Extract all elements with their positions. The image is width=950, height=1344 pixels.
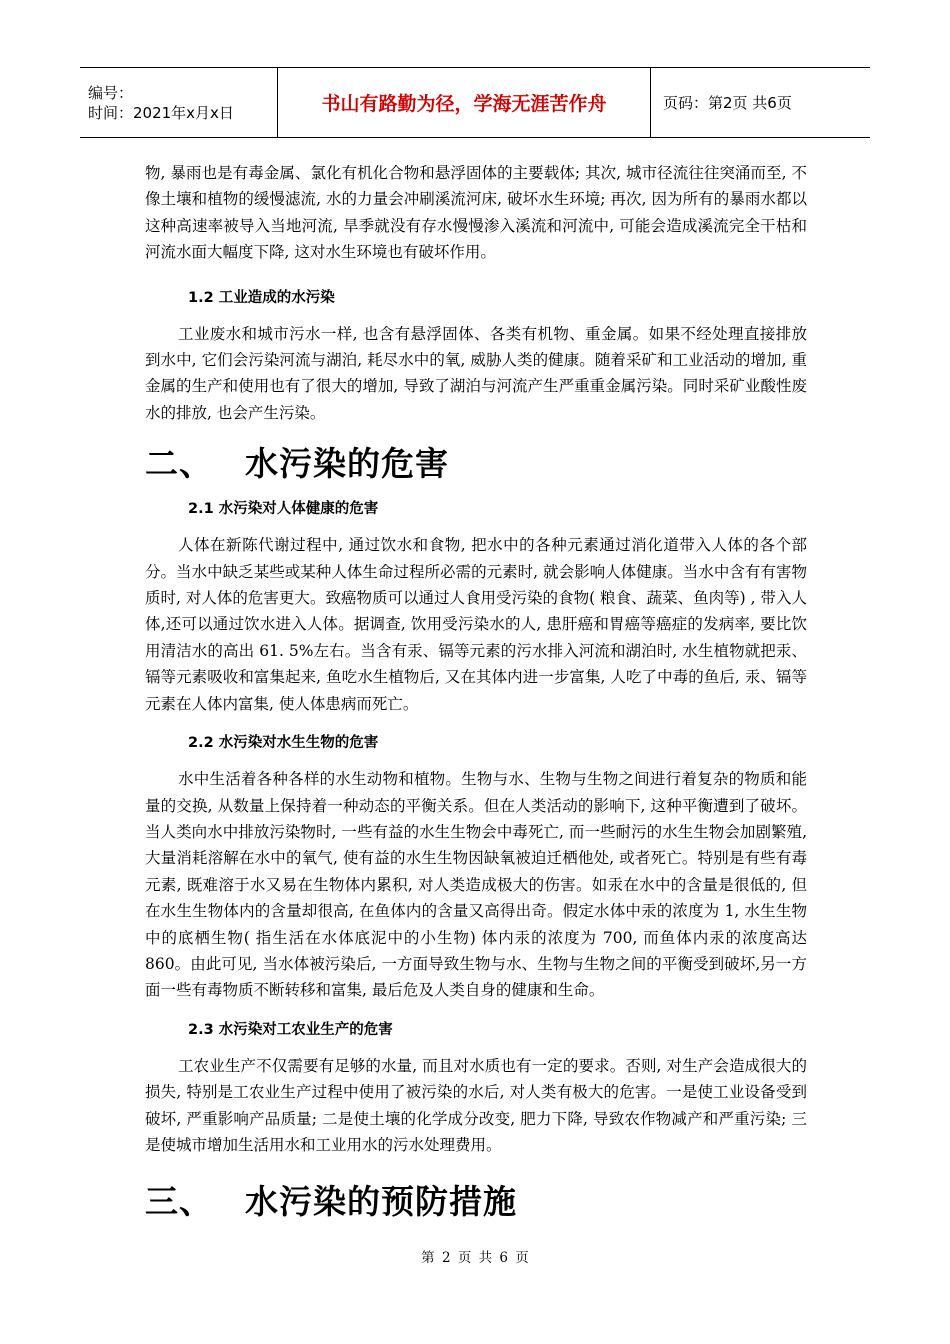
paragraph-1-2: 工业废水和城市污水一样, 也含有悬浮固体、各类有机物、重金属。如果不经处理直接排放到水中, 它们会污染河流与湖泊, 耗尽水中的氧, 威胁人类的健康。随着采矿和工业活动的增加, 重金属的生产和使用也有了很大的增加, 导致了湖泊与河流产生严重重金属污染。同时采矿业酸性废水的排放, 也会产生污染。 [145,324,807,422]
section-heading-2 [145,438,807,485]
paragraph-2-1: 人体在新陈代谢过程中, 通过饮水和食物, 把水中的各种元素通过消化道带入人体的各个部分。当水中缺乏某些或某种人体生命过程所必需的元素时, 就会影响人体健康。当水中含有有害物质时, 对人体的危害更大。致癌物质可以通过人食用受污染的食物( 粮食、蔬菜、鱼肉等) , 带入人体,还可以通过饮水进入人体。据调查, 饮用受污染水的人, 患肝癌和胃癌等癌症的发病率, 要比饮用清洁水的高出 61. 5%左右。当含有汞、镉等元素的污水排入河流和湖泊时, 水生植物就把汞、镉等元素吸收和富集起来, 鱼吃水生植物后, 又在其体内进一步富集, 人吃了中毒的鱼后, 汞、镉等元素在人体内富集, 使人体患病而死亡。 [145,536,807,713]
header-page-label: 页码：第2页 共6页 [663,94,792,112]
header-number-label: 编号： [88,83,134,102]
paragraph-intro: 物, 暴雨也是有毒金属、氯化有机化合物和悬浮固体的主要载体; 其次, 城市径流往往突涌而至, 不像土壤和植物的缓慢滤流, 水的力量会冲刷溪流河床, 破坏水生环境; 再次, 因为所有的暴雨水都以这种高速率被导入当地河流, 旱季就没有存水慢慢渗入溪流和河流中, 可能会造成溪流完全干枯和河流水面大幅度下降, 这对水生环境也有破坏作用。 [145,164,807,262]
section-title-3: 水污染的预防措施 [245,1182,517,1222]
header-meta [80,68,277,137]
heading-2-3: 2.3 水污染对工农业生产的危害 [188,1021,393,1038]
section-number-2: 二、 [145,444,213,484]
paragraph-2-3: 工农业生产不仅需要有足够的水量, 而且对水质也有一定的要求。否则, 对生产会造成很大的损失, 特别是工农业生产过程中使用了被污染的水后, 对人类有极大的危害。一是使工业设备受到破坏, 严重影响产品质量; 二是使土壤的化学成分改变, 肥力下降, 导致农作物减产和严重污染; 三是使城市增加生活用水和工业用水的污水处理费用。 [145,1056,807,1154]
section-heading-3 [145,1176,807,1223]
heading-1-2: 1.2 工业造成的水污染 [188,289,335,306]
page-footer: 第 2 页 共 6 页 [421,1250,529,1266]
header-date-label: 时间：2021年x月x日 [88,103,234,122]
section-title-2: 水污染的危害 [245,444,449,484]
header-motto: 书山有路勤为径，学海无涯苦作舟 [277,68,651,137]
heading-2-1: 2.1 水污染对人体健康的危害 [188,501,379,518]
document-body [145,160,807,1223]
heading-2-2: 2.2 水污染对水生生物的危害 [188,735,379,752]
section-number-3: 三、 [145,1182,213,1222]
paragraph-2-2: 水中生活着各种各样的水生动物和植物。生物与水、生物与生物之间进行着复杂的物质和能量的交换, 从数量上保持着一种动态的平衡关系。但在人类活动的影响下, 这种平衡遭到了破坏。当人类向水中排放污染物时, 一些有益的水生生物会中毒死亡, 而一些耐污的水生生物会加剧繁殖, 大量消耗溶解在水中的氧气, 使有益的水生生物因缺氧被迫迁栖他处, 或者死亡。特别是有些有毒元素, 既难溶于水又易在生物体内累积, 对人类造成极大的伤害。如汞在水中的含量是很低的, 但在水生生物体内的含量却很高, 在鱼体内的含量又高得出奇。假定水体中汞的浓度为 1, 水生生物中的底栖生物( 指生活在水体底泥中的小生物) 体内汞的浓度为 700, 而鱼体内汞的浓度高达 860。由此可见, 当水体被污染后, 一方面导致生物与水、生物与生物之间的平衡受到破坏,另一方面一些有毒物质不断转移和富集, 最后危及人类自身的健康和生命。 [145,770,807,1000]
page-header [80,67,870,138]
